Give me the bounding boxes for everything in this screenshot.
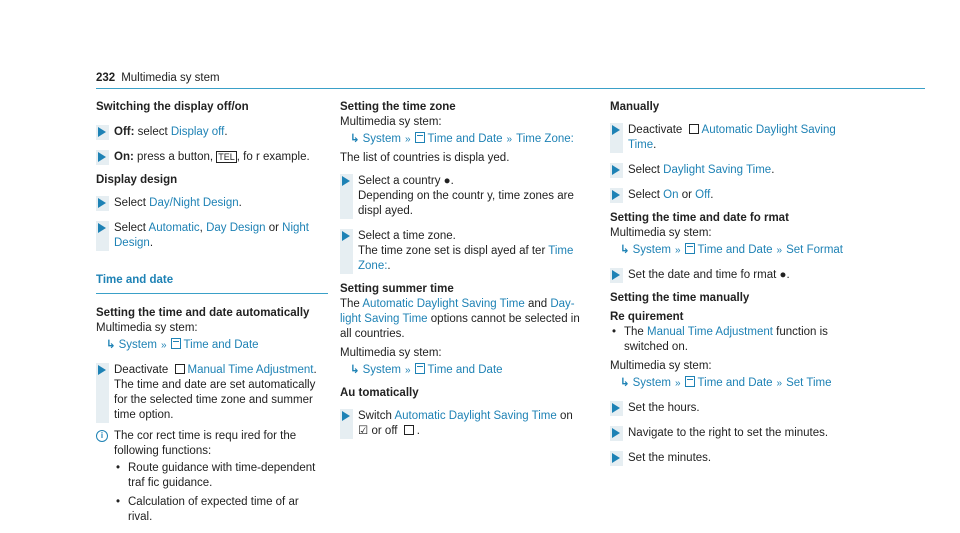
step-navigate: Navigate to the right to set the minutes.	[610, 426, 856, 441]
calendar-icon	[171, 338, 181, 349]
zone-heading: Setting the time zone	[340, 101, 456, 113]
column-1	[96, 100, 326, 525]
step-select-dst: Select Daylight Saving Time.	[610, 163, 856, 178]
menu-path: ↳ System » Time and Date » Set Time	[620, 377, 832, 389]
format-heading: Setting the time and date fo rmat	[610, 212, 789, 224]
day-design-link[interactable]: Day Design	[206, 222, 266, 234]
dst-link[interactable]: Day- light Saving Time	[340, 298, 575, 325]
requirement-heading: Re quirement	[610, 311, 684, 323]
design-heading: Display design	[96, 174, 178, 186]
calendar-icon	[685, 243, 695, 254]
step-select-on-off: Select On or Off.	[610, 188, 856, 203]
step-on: On: press a button, TEL , fo r example.	[96, 150, 326, 165]
menu-label: Multimedia sy stem:	[340, 116, 442, 128]
auto-dst-link[interactable]: Automatic Daylight Saving Time	[628, 124, 836, 151]
menu-path: ↳ System » Time and Date » Time Zone:	[350, 133, 574, 145]
path-arrow-icon: ↳	[350, 133, 360, 145]
auto-heading: Au tomatically	[340, 387, 419, 399]
step-select-zone: Select a time zone. The time zone set is displ ayed af ter Time Zone:.	[340, 229, 586, 274]
arrow-icon	[612, 165, 620, 175]
on-link[interactable]: On	[663, 189, 679, 201]
chevron-icon: »	[674, 378, 681, 389]
step-design: Select Day/Night Design.	[96, 196, 326, 211]
time-zone-link[interactable]: Time Zone:	[358, 245, 574, 272]
night-design-link[interactable]: Night Design	[114, 222, 310, 249]
summer-heading: Setting summer time	[340, 283, 454, 295]
chevron-icon: »	[776, 245, 783, 256]
arrow-icon	[98, 198, 106, 208]
menu-label: Multimedia sy stem:	[96, 322, 198, 334]
arrow-icon	[342, 231, 350, 241]
day-night-design-link[interactable]: Day/Night Design	[149, 197, 239, 209]
step-set-minutes: Set the minutes.	[610, 451, 856, 466]
menu-label: Multimedia sy stem:	[610, 227, 712, 239]
arrow-icon	[612, 403, 620, 413]
arrow-icon	[342, 176, 350, 186]
list-item: • Route guidance with time-dependent traf fic guidance.	[114, 461, 326, 491]
manual-adjust-link[interactable]: Manual Time Adjustment	[187, 364, 314, 376]
calendar-icon	[685, 376, 695, 387]
menu-label: Multimedia sy stem:	[610, 360, 712, 372]
manually-heading: Manually	[610, 101, 660, 113]
step-set-hours: Set the hours.	[610, 401, 856, 416]
step-select-design: Select Automatic, Day Design or Night Design.	[96, 221, 326, 251]
page-number: 232	[96, 72, 116, 84]
section-rule	[96, 293, 328, 294]
checked-icon: ☑	[358, 425, 369, 437]
menu-path: ↳ System » Time and Date	[106, 339, 259, 351]
column-3	[610, 100, 856, 466]
arrow-icon	[98, 127, 106, 137]
arrow-icon	[342, 411, 350, 421]
step-deactivate: Deactivate Manual Time Adjustment. The time and date are set automatically for the selected time zone and summer time option.	[96, 363, 326, 423]
display-off-link[interactable]: Display off	[170, 126, 225, 138]
checkbox-icon	[689, 124, 699, 134]
chevron-icon: »	[674, 245, 681, 256]
info-icon: i	[96, 430, 108, 442]
chevron-icon: »	[404, 134, 411, 145]
menu-path: ↳ System » Time and Date » Set Format	[620, 244, 843, 256]
step-select-country: Select a country ●. Depending on the countr y, time zones are displ ayed.	[340, 174, 586, 219]
arrow-icon	[612, 125, 620, 135]
requirement-item: • The Manual Time Adjustment function is switched on.	[610, 325, 856, 355]
arrow-icon	[612, 428, 620, 438]
calendar-icon	[415, 363, 425, 374]
switching-heading: Switching the display off/on	[96, 101, 249, 113]
step-off: Off: select Display off.	[96, 125, 326, 140]
column-2	[340, 100, 586, 439]
automatic-link[interactable]: Automatic	[148, 222, 200, 234]
info-note: i The cor rect time is requ ired for the following functions: • Route guidance with time-dependent traf fic guidance. • Calculation of expected time of ar rival.	[96, 429, 326, 525]
checkbox-icon	[404, 425, 414, 435]
calendar-icon	[415, 132, 425, 143]
path-arrow-icon: ↳	[350, 364, 360, 376]
arrow-icon	[612, 453, 620, 463]
menu-label: Multimedia sy stem:	[340, 347, 442, 359]
manual-heading: Setting the time manually	[610, 292, 750, 304]
auto-heading: Setting the time and date automatically	[96, 307, 310, 319]
step-set-format: Set the date and time fo rmat ●.	[610, 268, 856, 283]
menu-path: ↳ System » Time and Date	[350, 364, 503, 376]
chevron-icon: »	[776, 378, 783, 389]
chevron-icon: »	[404, 365, 411, 376]
checkbox-icon	[175, 364, 185, 374]
chevron-icon: »	[506, 134, 513, 145]
step-switch: Switch Automatic Daylight Saving Time on ☑ or off .	[340, 409, 586, 439]
auto-dst-link[interactable]: Automatic Daylight Saving Time	[362, 298, 525, 310]
path-arrow-icon: ↳	[620, 244, 630, 256]
list-item: • Calculation of expected time of ar rival.	[114, 495, 326, 525]
dst-link[interactable]: Daylight Saving Time	[663, 164, 772, 176]
tel-key: TEL	[218, 152, 235, 162]
arrow-icon	[612, 190, 620, 200]
step-deactivate: Deactivate Automatic Daylight Saving Time.	[610, 123, 856, 153]
auto-dst-link[interactable]: Automatic Daylight Saving Time	[394, 410, 557, 422]
off-link[interactable]: Off	[695, 189, 711, 201]
page-title: Multimedia sy stem	[121, 72, 220, 84]
chevron-icon: »	[160, 340, 167, 351]
countries-text: The list of countries is displa yed.	[340, 152, 510, 164]
header-rule	[96, 88, 925, 89]
arrow-icon	[98, 223, 106, 233]
path-arrow-icon: ↳	[106, 339, 116, 351]
arrow-icon	[98, 365, 106, 375]
manual-adjust-link[interactable]: Manual Time Adjustment	[647, 326, 773, 338]
arrow-icon	[612, 270, 620, 280]
page-header	[96, 71, 220, 86]
section-title: Time and date	[96, 274, 174, 286]
path-arrow-icon: ↳	[620, 377, 630, 389]
arrow-icon	[98, 152, 106, 162]
summer-text: The Automatic Daylight Saving Time and Day- light Saving Time options cannot be selected in all countries.	[340, 298, 580, 340]
